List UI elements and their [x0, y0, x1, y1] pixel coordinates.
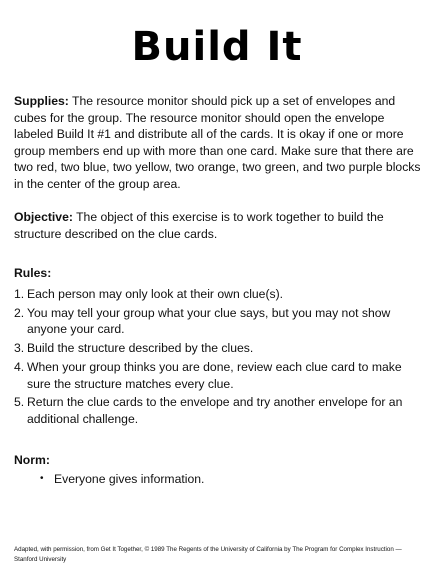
rule-item — [14, 340, 422, 357]
objective-label: Objective: — [14, 210, 73, 224]
rule-number: 5. — [14, 395, 25, 410]
bullet-icon: • — [40, 473, 44, 484]
rules-list — [14, 286, 422, 430]
objective-paragraph — [14, 209, 422, 242]
rule-item — [14, 305, 422, 338]
attribution-footer: Adapted, with permission, from Get It Together, © 1989 The Regents of the University of California by The Program for Complex Instruction — Stanford University — [14, 546, 402, 563]
objective-text: The object of this exercise is to work together to build the structure described on the clue cards. — [14, 210, 384, 241]
supplies-text: The resource monitor should pick up a set of envelopes and cubes for the group. The resource monitor should open the envelope labeled Build It #1 and distribute all of the cards. It is okay if one or more group members end up with more than one card. Make sure that there are two red, two blue, two yellow, two orange, two green, and two purple blocks in the center of the group area. — [14, 94, 421, 191]
rule-text: When your group thinks you are done, review each clue card to make sure the structure matches every clue. — [27, 359, 402, 391]
supplies-label: Supplies: — [14, 94, 69, 108]
norm-list — [40, 471, 204, 488]
norm-text: Everyone gives information. — [54, 472, 205, 486]
supplies-paragraph — [14, 93, 422, 193]
rule-text: Return the clue cards to the envelope and try another envelope for an additional challenge. — [27, 395, 403, 426]
rule-item — [14, 359, 422, 392]
rules-heading: Rules: — [14, 266, 52, 280]
rule-number: 4. — [14, 359, 25, 374]
rule-number: 3. — [14, 341, 25, 356]
rule-number: 1. — [14, 287, 25, 301]
rule-item — [14, 394, 422, 427]
norm-item — [40, 471, 204, 488]
rule-text: You may tell your group what your clue says, but you may not show anyone your card. — [27, 305, 391, 337]
rule-text: Each person may only look at their own clue(s). — [27, 287, 284, 301]
rule-number: 2. — [14, 305, 25, 320]
page-title: Build It — [131, 24, 303, 70]
rule-item — [14, 286, 422, 303]
rule-text: Build the structure described by the clues. — [27, 341, 254, 356]
norm-heading: Norm: — [14, 453, 50, 467]
